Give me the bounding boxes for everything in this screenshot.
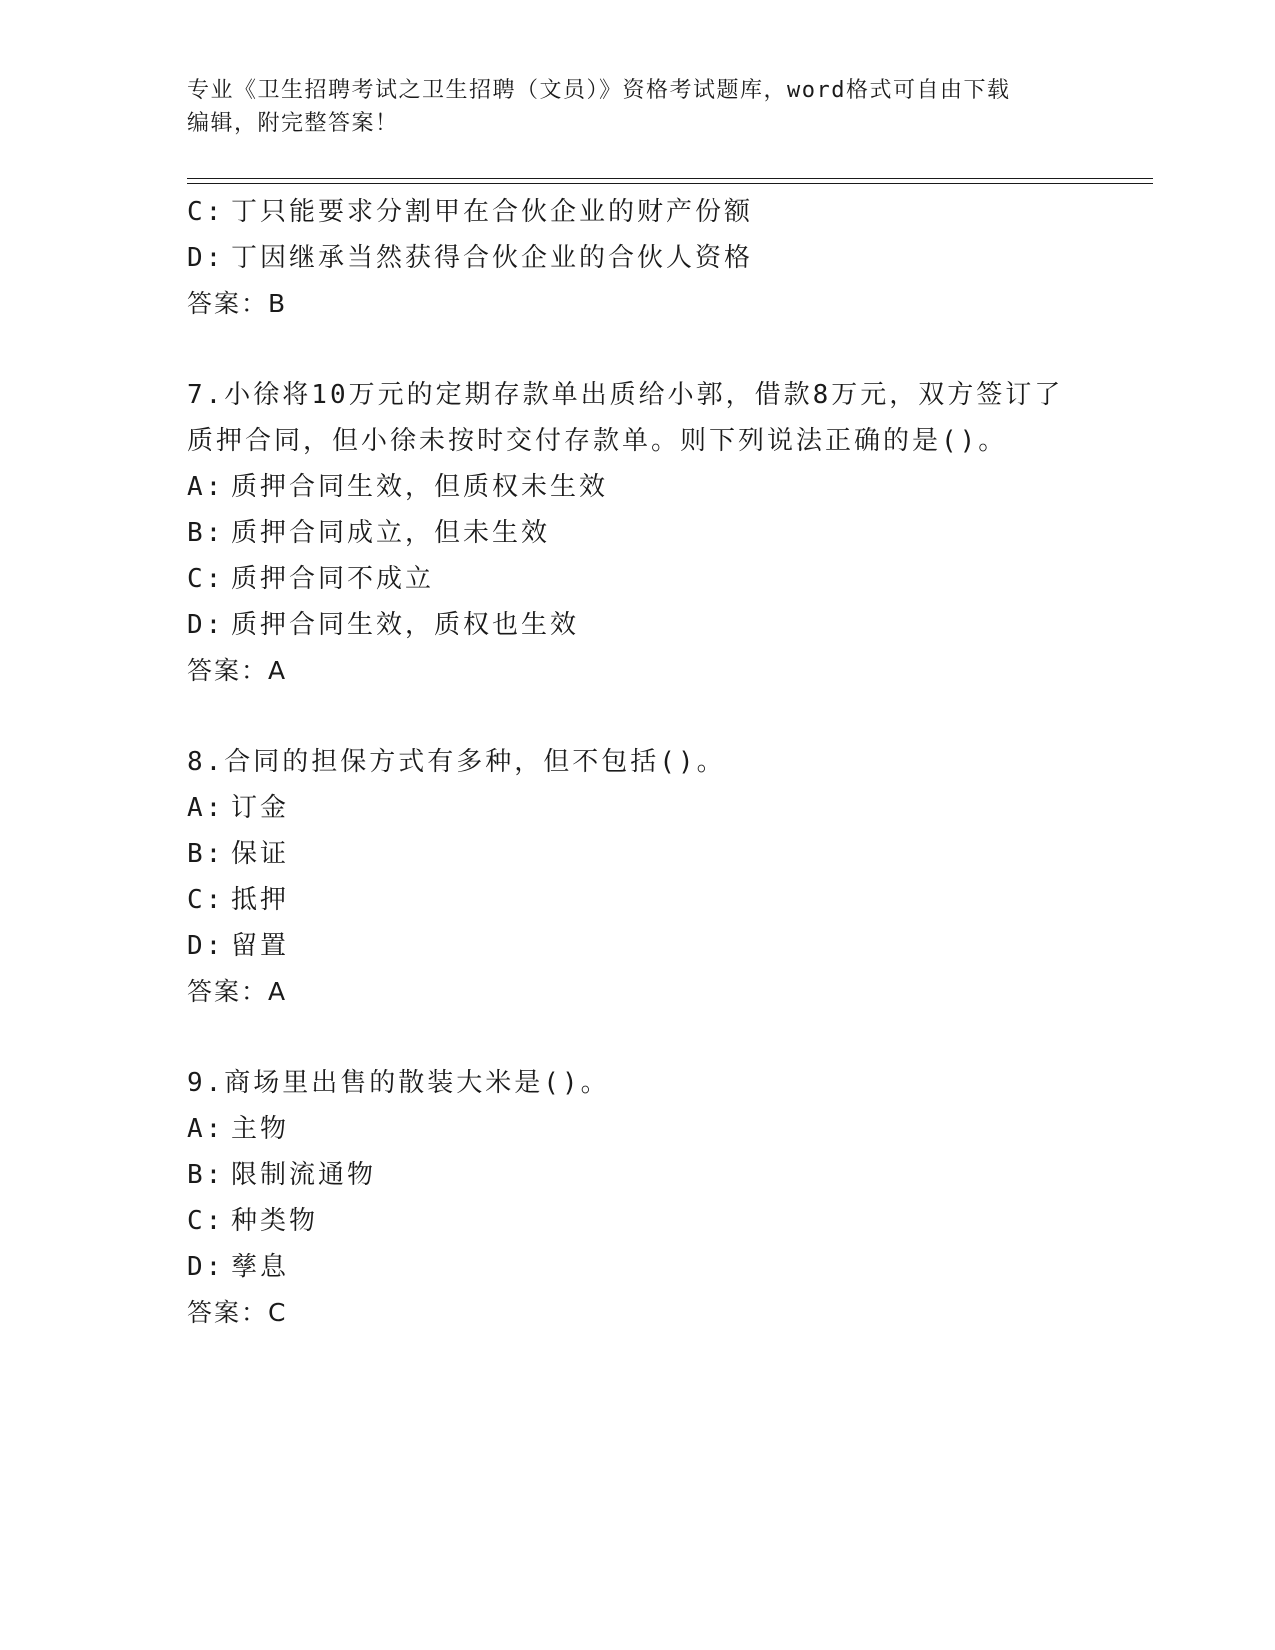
spacer xyxy=(187,1015,1147,1060)
option-text: 保证 xyxy=(231,839,290,869)
option-letter: A: xyxy=(187,1114,225,1144)
option-b xyxy=(187,1152,1147,1198)
option-d xyxy=(187,235,1147,281)
option-letter: A: xyxy=(187,793,225,823)
option-text: 抵押 xyxy=(231,885,290,915)
header-line-2: 编辑，附完整答案！ xyxy=(187,111,399,136)
answer-line: 答案：B xyxy=(187,289,288,318)
question-stem: 9.商场里出售的散装大米是()。 xyxy=(187,1068,610,1098)
header-divider-bottom xyxy=(187,183,1153,184)
spacer xyxy=(187,327,1147,372)
option-a xyxy=(187,1106,1147,1152)
option-text: 质押合同生效，质权也生效 xyxy=(231,610,580,640)
option-text: 订金 xyxy=(231,793,290,823)
option-letter: D: xyxy=(187,931,225,961)
option-text: 主物 xyxy=(231,1114,290,1144)
option-text: 丁因继承当然获得合伙企业的合伙人资格 xyxy=(231,243,754,273)
option-letter: D: xyxy=(187,243,225,273)
header-line-1: 专业《卫生招聘考试之卫生招聘（文员）》资格考试题库，word格式可自由下载 xyxy=(187,78,1011,103)
question-stem: 7.小徐将10万元的定期存款单出质给小郭，借款8万元，双方签订了 xyxy=(187,380,1064,410)
option-letter: D: xyxy=(187,610,225,640)
option-text: 留置 xyxy=(231,931,290,961)
option-c xyxy=(187,556,1147,602)
option-text: 丁只能要求分割甲在合伙企业的财产份额 xyxy=(231,197,754,227)
question-7 xyxy=(187,372,1147,694)
option-a xyxy=(187,464,1147,510)
option-letter: C: xyxy=(187,1206,225,1236)
option-text: 孳息 xyxy=(231,1252,290,1282)
option-letter: B: xyxy=(187,839,225,869)
header-divider-top xyxy=(187,178,1153,179)
option-text: 质押合同生效，但质权未生效 xyxy=(231,472,609,502)
option-d xyxy=(187,1244,1147,1290)
question-stem-continued: 质押合同，但小徐未按时交付存款单。则下列说法正确的是()。 xyxy=(187,426,1008,456)
question-list xyxy=(187,189,1147,1336)
question-stem: 8.合同的担保方式有多种，但不包括()。 xyxy=(187,747,726,777)
option-c xyxy=(187,877,1147,923)
option-text: 质押合同不成立 xyxy=(231,564,435,594)
answer-line: 答案：C xyxy=(187,1298,288,1327)
option-b xyxy=(187,831,1147,877)
option-a xyxy=(187,785,1147,831)
document-header xyxy=(187,74,1087,140)
option-text: 限制流通物 xyxy=(231,1160,377,1190)
option-letter: C: xyxy=(187,197,225,227)
option-b xyxy=(187,510,1147,556)
option-c xyxy=(187,189,1147,235)
option-letter: D: xyxy=(187,1252,225,1282)
option-letter: C: xyxy=(187,885,225,915)
option-c xyxy=(187,1198,1147,1244)
option-d xyxy=(187,923,1147,969)
answer-line: 答案：A xyxy=(187,656,288,685)
option-text: 种类物 xyxy=(231,1206,319,1236)
spacer xyxy=(187,694,1147,739)
option-letter: C: xyxy=(187,564,225,594)
option-d xyxy=(187,602,1147,648)
prev-question-tail xyxy=(187,189,1147,327)
question-8 xyxy=(187,739,1147,1015)
option-text: 质押合同成立，但未生效 xyxy=(231,518,551,548)
option-letter: A: xyxy=(187,472,225,502)
option-letter: B: xyxy=(187,518,225,548)
answer-line: 答案：A xyxy=(187,977,288,1006)
option-letter: B: xyxy=(187,1160,225,1190)
question-9 xyxy=(187,1060,1147,1336)
